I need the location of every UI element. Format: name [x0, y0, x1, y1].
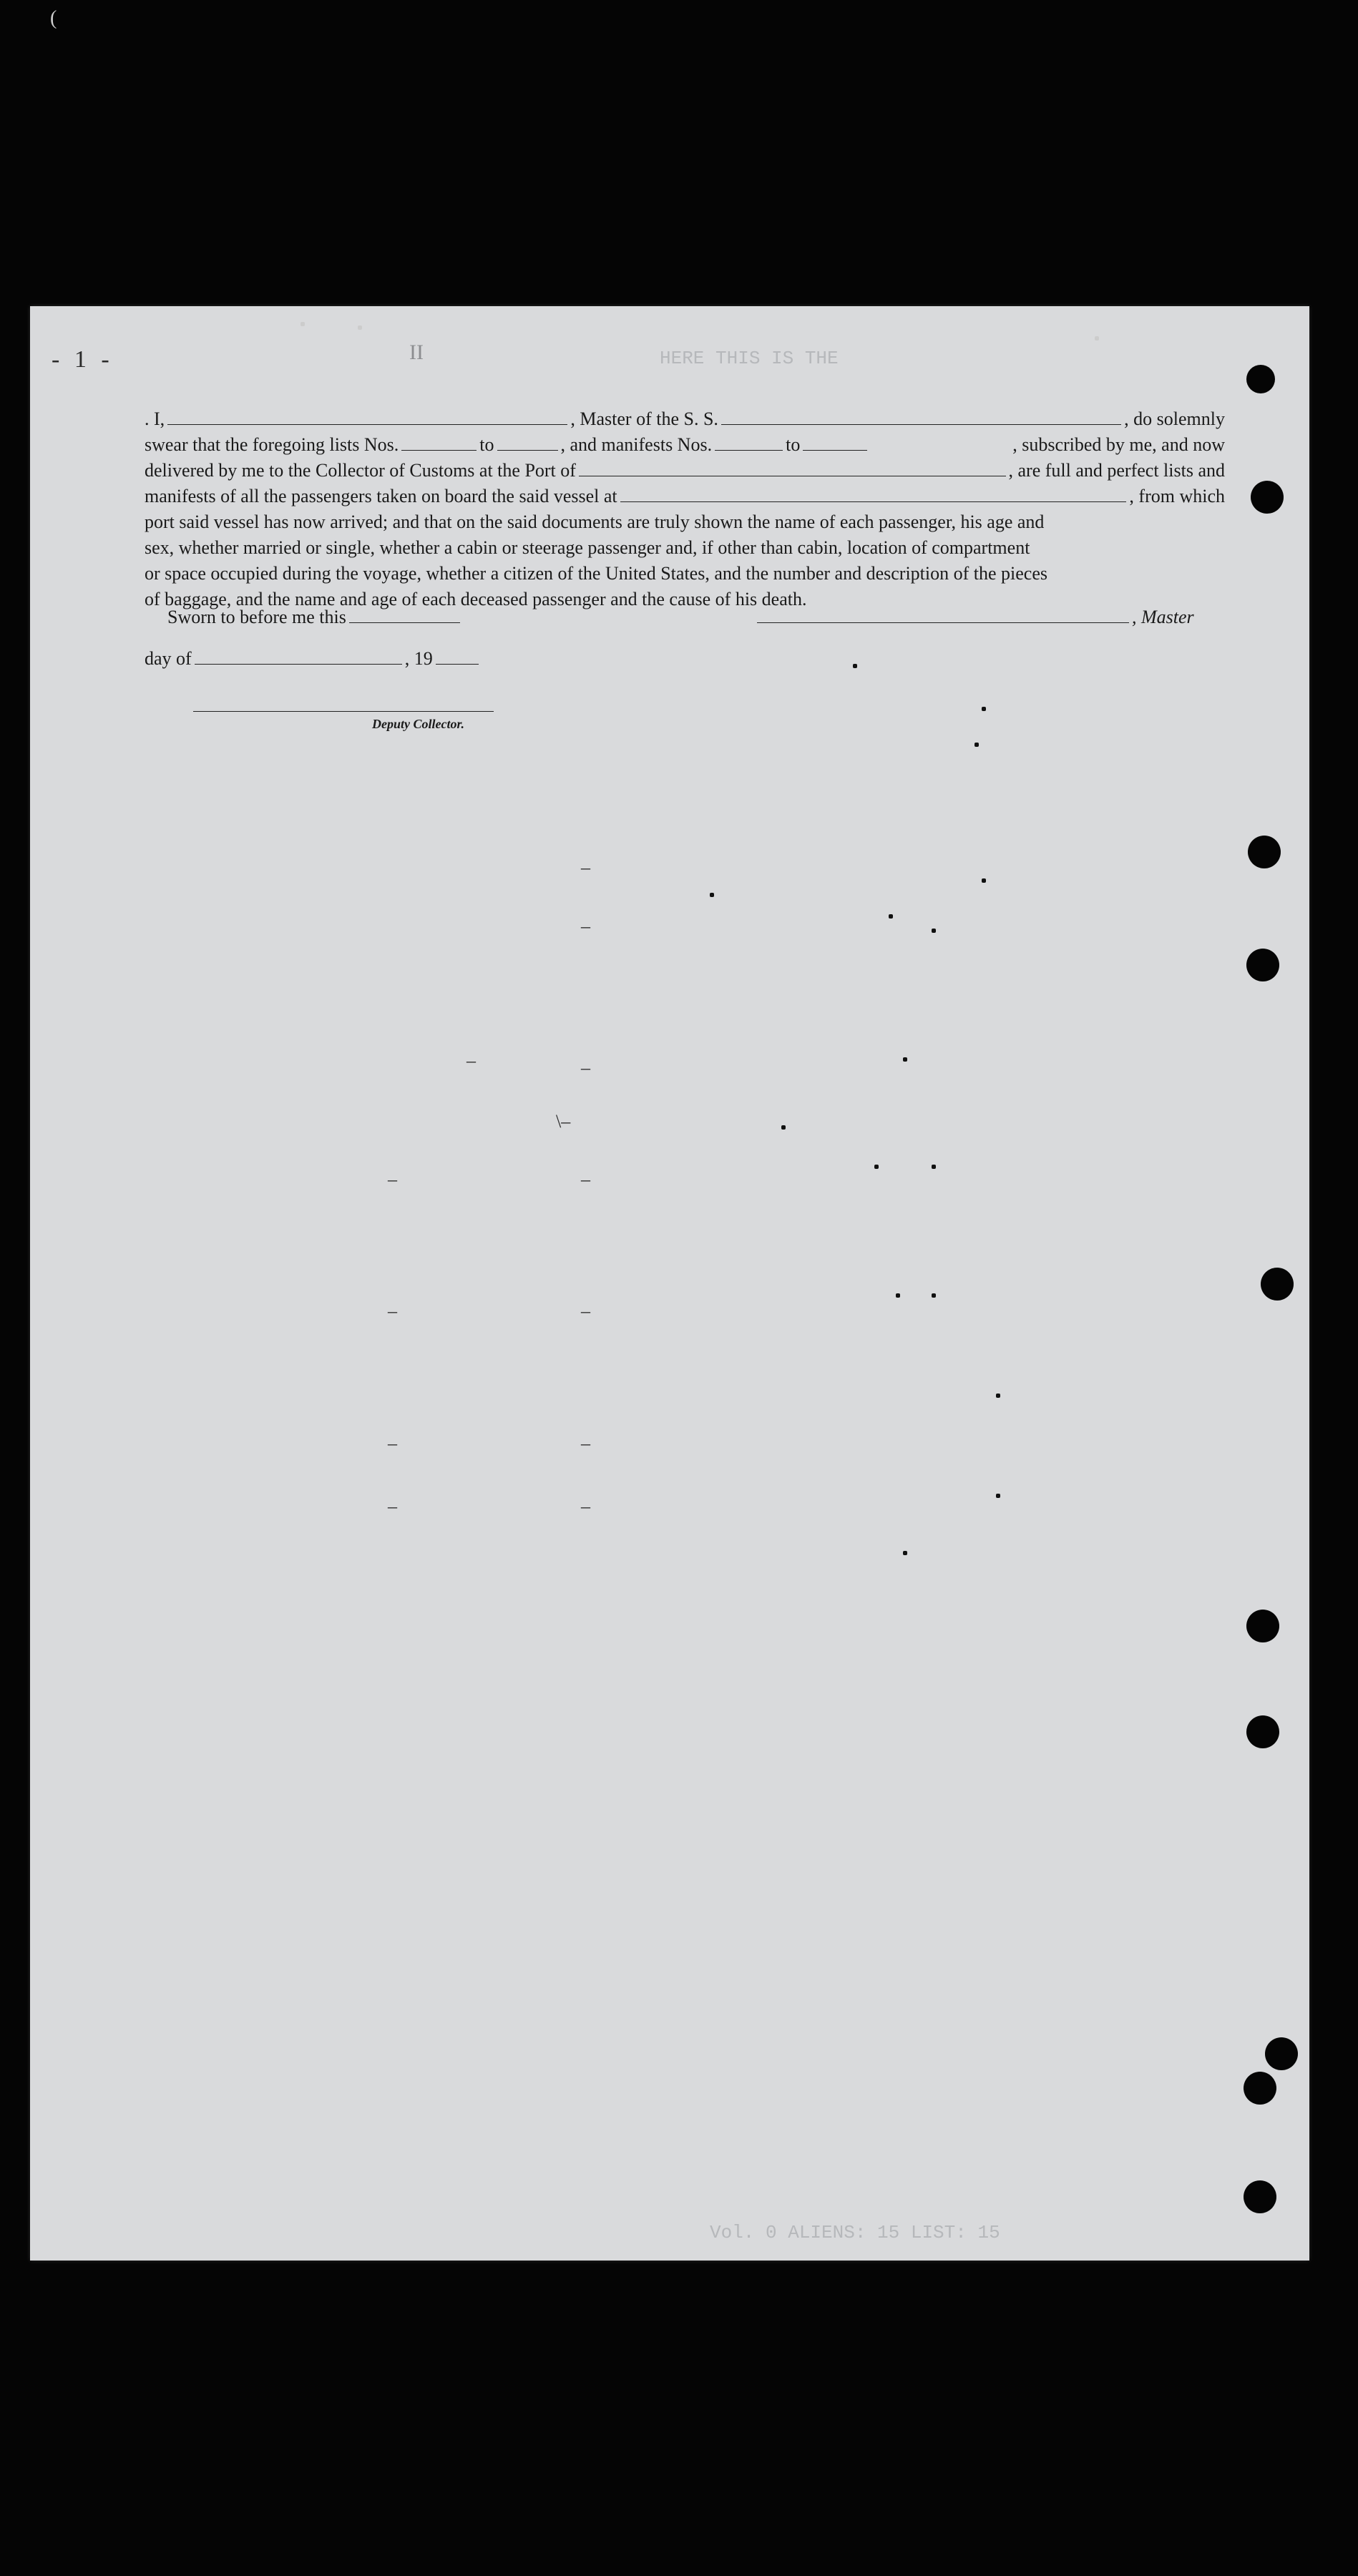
sworn-day-blank — [349, 622, 460, 623]
deputy-signature-blank — [193, 711, 494, 712]
year-blank — [436, 663, 479, 665]
punch-hole — [1246, 1610, 1279, 1642]
mark-dash: \– — [556, 1111, 571, 1132]
day-of-text: day of — [145, 648, 192, 669]
oath-line-2 — [145, 432, 1225, 458]
mark-dash: – — [581, 857, 590, 878]
punch-hole — [1261, 1268, 1294, 1301]
oath-line-3 — [145, 458, 1225, 484]
punch-hole — [1244, 2072, 1276, 2105]
oath-text: , Master of the S. S. — [570, 408, 718, 429]
mark-dash: – — [581, 1057, 590, 1078]
oath-text: to — [786, 434, 801, 455]
mark-dash: – — [388, 1433, 397, 1454]
oath-line-6: sex, whether married or single, whether a cabin or steerage passenger and, if other than cabin, location of compartment — [145, 537, 1030, 558]
name-blank — [167, 423, 567, 425]
ink-speck — [996, 1394, 1000, 1398]
ink-speck — [982, 878, 986, 883]
oath-text: , and manifests Nos. — [560, 434, 713, 455]
ink-speck — [903, 1551, 907, 1555]
punch-hole — [1246, 1715, 1279, 1748]
corner-mark: ( — [50, 7, 57, 29]
ink-speck — [889, 914, 893, 919]
ink-speck — [932, 1293, 936, 1298]
oath-text: swear that the foregoing lists Nos. — [145, 434, 399, 455]
manifest-from-blank — [715, 449, 783, 451]
master-signature-line — [754, 607, 1194, 628]
oath-text: , subscribed by me, and now — [1012, 434, 1225, 455]
ink-speck — [853, 664, 857, 668]
punch-hole — [1246, 365, 1275, 393]
roman-mark: II — [409, 341, 424, 364]
oath-text: . I, — [145, 408, 165, 429]
departure-port-blank — [620, 501, 1127, 502]
oath-line-4 — [145, 484, 1225, 509]
manifest-sheet — [30, 306, 1309, 2261]
mark-dash: – — [581, 916, 590, 936]
list-from-blank — [401, 449, 477, 451]
punch-hole — [1246, 949, 1279, 981]
punch-hole — [1244, 2180, 1276, 2213]
sworn-text: Sworn to before me this — [167, 607, 346, 627]
mark-dash: – — [388, 1169, 397, 1190]
mark-dash: – — [466, 1050, 476, 1071]
ink-speck — [903, 1057, 907, 1062]
ink-speck — [932, 929, 936, 933]
ink-speck — [781, 1125, 786, 1130]
punch-hole — [1251, 481, 1284, 514]
vessel-blank — [721, 423, 1121, 425]
punch-hole — [1265, 2037, 1298, 2070]
bleed-through-footer: Vol. 0 ALIENS: 15 LIST: 15 — [710, 2222, 1000, 2243]
oath-paragraph — [145, 406, 1225, 612]
mark-dash: – — [581, 1496, 590, 1517]
day-of-line — [145, 648, 482, 670]
page-number: - 1 - — [52, 346, 114, 373]
scan-speck — [358, 325, 362, 330]
master-label: , Master — [1132, 607, 1194, 627]
ink-speck — [932, 1165, 936, 1169]
port-blank — [579, 475, 1006, 476]
year-text: , 19 — [404, 648, 433, 669]
oath-line-5: port said vessel has now arrived; and that on the said documents are truly shown the name of each passenger, his age and — [145, 511, 1045, 532]
mark-dash: – — [581, 1433, 590, 1454]
oath-text: manifests of all the passengers taken on board the said vessel at — [145, 486, 617, 506]
ink-speck — [974, 743, 979, 747]
oath-text: to — [479, 434, 494, 455]
punch-hole — [1248, 836, 1281, 868]
ink-speck — [996, 1494, 1000, 1498]
ink-speck — [982, 707, 986, 711]
list-to-blank — [497, 449, 558, 451]
oath-text: delivered by me to the Collector of Customs at the Port of — [145, 460, 576, 481]
deputy-collector-label: Deputy Collector. — [372, 717, 464, 731]
oath-line-1 — [145, 406, 1225, 432]
master-signature-blank — [757, 622, 1129, 623]
mark-dash: – — [581, 1169, 590, 1190]
mark-dash: – — [388, 1496, 397, 1517]
mark-dash: – — [581, 1301, 590, 1321]
scan-speck — [1095, 336, 1099, 341]
oath-text: , from which — [1129, 486, 1225, 506]
oath-text: , are full and perfect lists and — [1008, 460, 1225, 481]
oath-line-8: of baggage, and the name and age of each deceased passenger and the cause of his death. — [145, 589, 807, 609]
month-blank — [195, 663, 402, 665]
mark-dash: – — [388, 1301, 397, 1321]
bleed-through-header: HERE THIS IS THE — [660, 348, 839, 369]
oath-line-7: or space occupied during the voyage, whether a citizen of the United States, and the number and description of the pieces — [145, 563, 1048, 584]
ink-speck — [710, 893, 714, 897]
oath-text: , do solemnly — [1124, 408, 1225, 429]
scan-speck — [301, 322, 305, 326]
ink-speck — [896, 1293, 900, 1298]
sworn-line — [167, 607, 463, 628]
ink-speck — [874, 1165, 879, 1169]
manifest-to-blank — [803, 449, 867, 451]
